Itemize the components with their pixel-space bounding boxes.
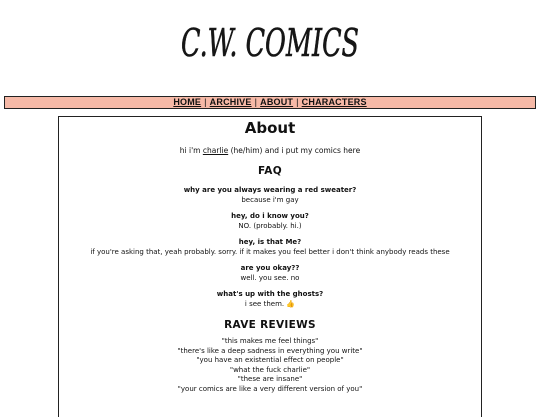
intro-before: hi i'm [179,146,203,155]
faq-question: hey, do i know you? [231,212,309,220]
site-logo-text: C.W. COMICS [181,21,359,65]
intro-text [59,146,481,156]
review-quote: "what the fuck charlie" [229,365,311,374]
faq-answer: NO. (probably. hi.) [238,222,302,230]
faq-item [59,185,481,205]
review-quote: "you have an existential effect on people" [196,356,344,365]
faq-item [59,263,481,283]
faq-item [59,289,481,309]
faq-item [59,237,481,257]
nav-about-link[interactable]: ABOUT [260,97,294,107]
faq-question: hey, is that Me? [238,238,302,246]
nav-characters-link[interactable]: CHARACTERS [301,97,367,107]
charlie-link[interactable]: charlie [202,146,229,155]
faq-question: are you okay?? [240,264,300,272]
faq-heading: FAQ [258,165,282,177]
reviews-list [59,337,481,395]
faq-answer: because i'm gay [241,196,299,204]
faq-answer: i see them. 👍 [244,300,296,308]
site-logo[interactable] [0,12,540,68]
faq-question: why are you always wearing a red sweater? [183,186,357,194]
review-quote: "there's like a deep sadness in everything you write" [177,346,363,355]
main-nav [4,96,536,109]
page-title: About [244,119,296,137]
intro-after: (he/him) and i put my comics here [228,146,361,155]
faq-answer: well. you see. no [240,274,300,282]
about-content [58,116,482,417]
review-quote: "these are insane" [237,375,303,384]
nav-separator: | [296,97,299,107]
nav-separator: | [254,97,258,107]
review-quote: "your comics are like a very different version of you" [177,384,363,393]
faq-question: what's up with the ghosts? [216,290,324,298]
review-quote: "this makes me feel things" [221,337,319,345]
faq-list [59,185,481,309]
faq-answer: if you're asking that, yeah probably. sorry. if it makes you feel better i don't think anybody reads these [90,248,450,256]
nav-separator: | [204,97,207,107]
faq-item [59,211,481,231]
nav-archive-link[interactable]: ARCHIVE [209,97,252,107]
nav-home-link[interactable]: HOME [173,97,202,107]
reviews-heading: RAVE REVIEWS [224,319,316,331]
